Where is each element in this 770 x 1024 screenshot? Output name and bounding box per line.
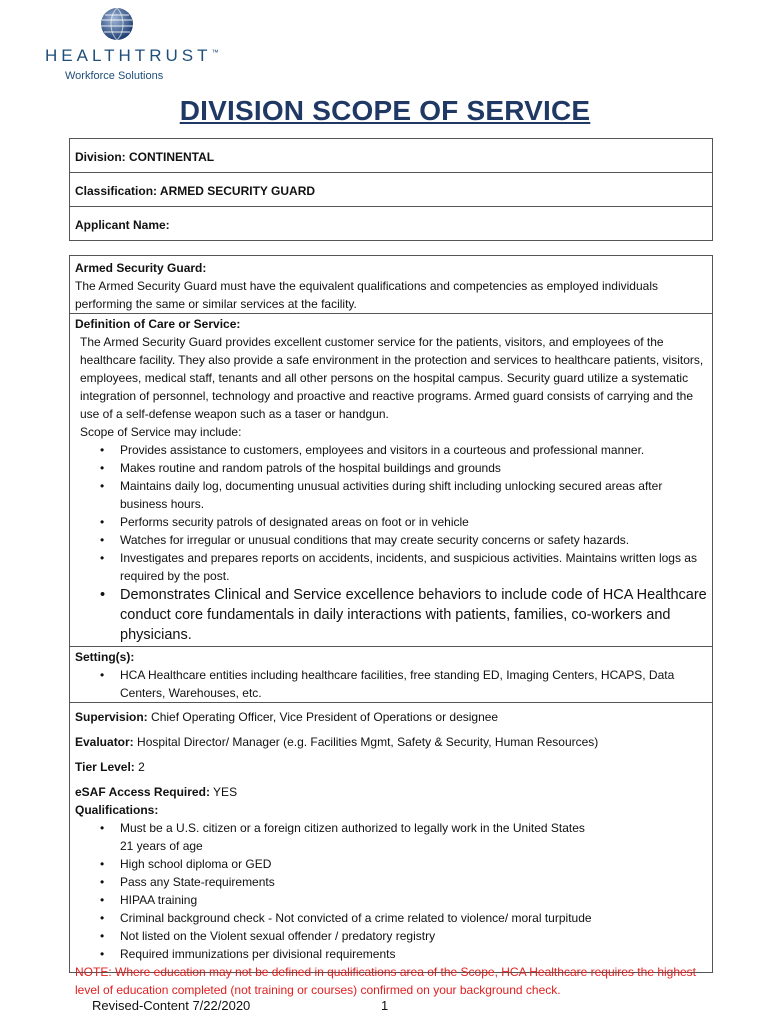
evaluator-value: Hospital Director/ Manager (e.g. Facilities Mgmt, Safety & Security, Human Resources) [133,735,599,749]
page-number: 1 [381,998,389,1013]
scope-label: Scope of Service may include: [80,425,242,439]
list-item: • Maintains daily log, documenting unusual activities during shift including unlocking secured areas after business hours. [120,477,707,513]
tier-value: 2 [134,760,145,774]
esaf-row [70,778,712,800]
classification-row: Classification: ARMED SECURITY GUARD [70,173,712,207]
list-item: • Provides assistance to customers, employees and visitors in a courteous and professional manner. [120,441,707,459]
list-item: • Must be a U.S. citizen or a foreign citizen authorized to legally work in the United States [120,819,707,837]
header-box [69,138,713,241]
armed-heading: Armed Security Guard: [75,261,207,275]
qualifications-heading: Qualifications: [75,803,159,817]
tier-row [70,753,712,778]
list-item: • Demonstrates Clinical and Service excellence behaviors to include code of HCA Healthcare conduct core fundamentals in daily interactions with patients, families, co-workers and physicians. [120,585,707,645]
qualifications-section [70,800,712,999]
evaluator-row [70,728,712,753]
brand-subtitle: Workforce Solutions [65,70,164,82]
globe-logo-icon [99,6,135,42]
education-note: NOTE: Where education may not be defined in qualifications area of the Scope, HCA Healthcare requires the highest level of education completed (not training or courses) confirmed on your background check. [75,965,697,997]
settings-section [70,647,712,703]
list-item: • Watches for irregular or unusual conditions that may create security concerns or safety hazards. [120,531,707,549]
supervision-value: Chief Operating Officer, Vice President of Operations or designee [147,710,499,724]
applicant-row: Applicant Name: [75,218,170,232]
armed-section [70,256,712,313]
list-item: • Performs security patrols of designated areas on foot or in vehicle [120,513,707,531]
list-item: • Required immunizations per divisional requirements [120,945,707,963]
list-item: • HIPAA training [120,891,707,909]
evaluator-label: Evaluator: [75,735,134,749]
qualifications-list [75,819,707,963]
scope-list [75,441,707,645]
list-item: • Makes routine and random patrols of the hospital buildings and grounds [120,459,707,477]
division-row: Division: CONTINENTAL [70,139,712,173]
esaf-value: YES [209,785,238,799]
list-item: • Criminal background check - Not convicted of a crime related to violence/ moral turpitude [120,909,707,927]
armed-text: The Armed Security Guard must have the equivalent qualifications and competencies as employed individuals performing the same or similar services at the facility. [75,279,658,311]
esaf-label: eSAF Access Required: [75,785,210,799]
healthtrust-logo [45,6,219,84]
list-item: • Pass any State-requirements [120,873,707,891]
page-title: DIVISION SCOPE OF SERVICE [179,95,591,126]
settings-heading: Setting(s): [75,650,135,664]
list-item: • Not listed on the Violent sexual offender / predatory registry [120,927,707,945]
definition-text: The Armed Security Guard provides excellent customer service for the patients, visitors, and employees of the healthcare facility. They also provide a safe environment in the protection and services to healthcare patients, visitors, employees, medical staff, tenants and all other persons on the hospital campus. Security guard utilize a systematic integration of personnel, technology and proactive and reactive programs. Armed guard consists of carrying and the use of a self-defense weapon such as a taser or handgun. [80,335,704,421]
brand-name: HEALTHTRUST™ [45,46,219,65]
list-item: • High school diploma or GED [120,855,707,873]
revised-date: Revised-Content 7/22/2020 [92,998,251,1013]
settings-list [75,666,707,702]
list-item: • Investigates and prepares reports on accidents, incidents, and suspicious activities. Maintains written logs as required by the post. [120,549,707,585]
list-item: 21 years of age [120,839,203,853]
definition-section [70,313,712,647]
supervision-label: Supervision: [75,710,148,724]
supervision-row [70,703,712,728]
tier-label: Tier Level: [75,760,135,774]
list-item: • HCA Healthcare entities including healthcare facilities, free standing ED, Imaging Centers, HCAPS, Data Centers, Warehouses, etc. [120,666,707,702]
scope-box [69,255,713,997]
definition-heading: Definition of Care or Service: [75,317,241,331]
